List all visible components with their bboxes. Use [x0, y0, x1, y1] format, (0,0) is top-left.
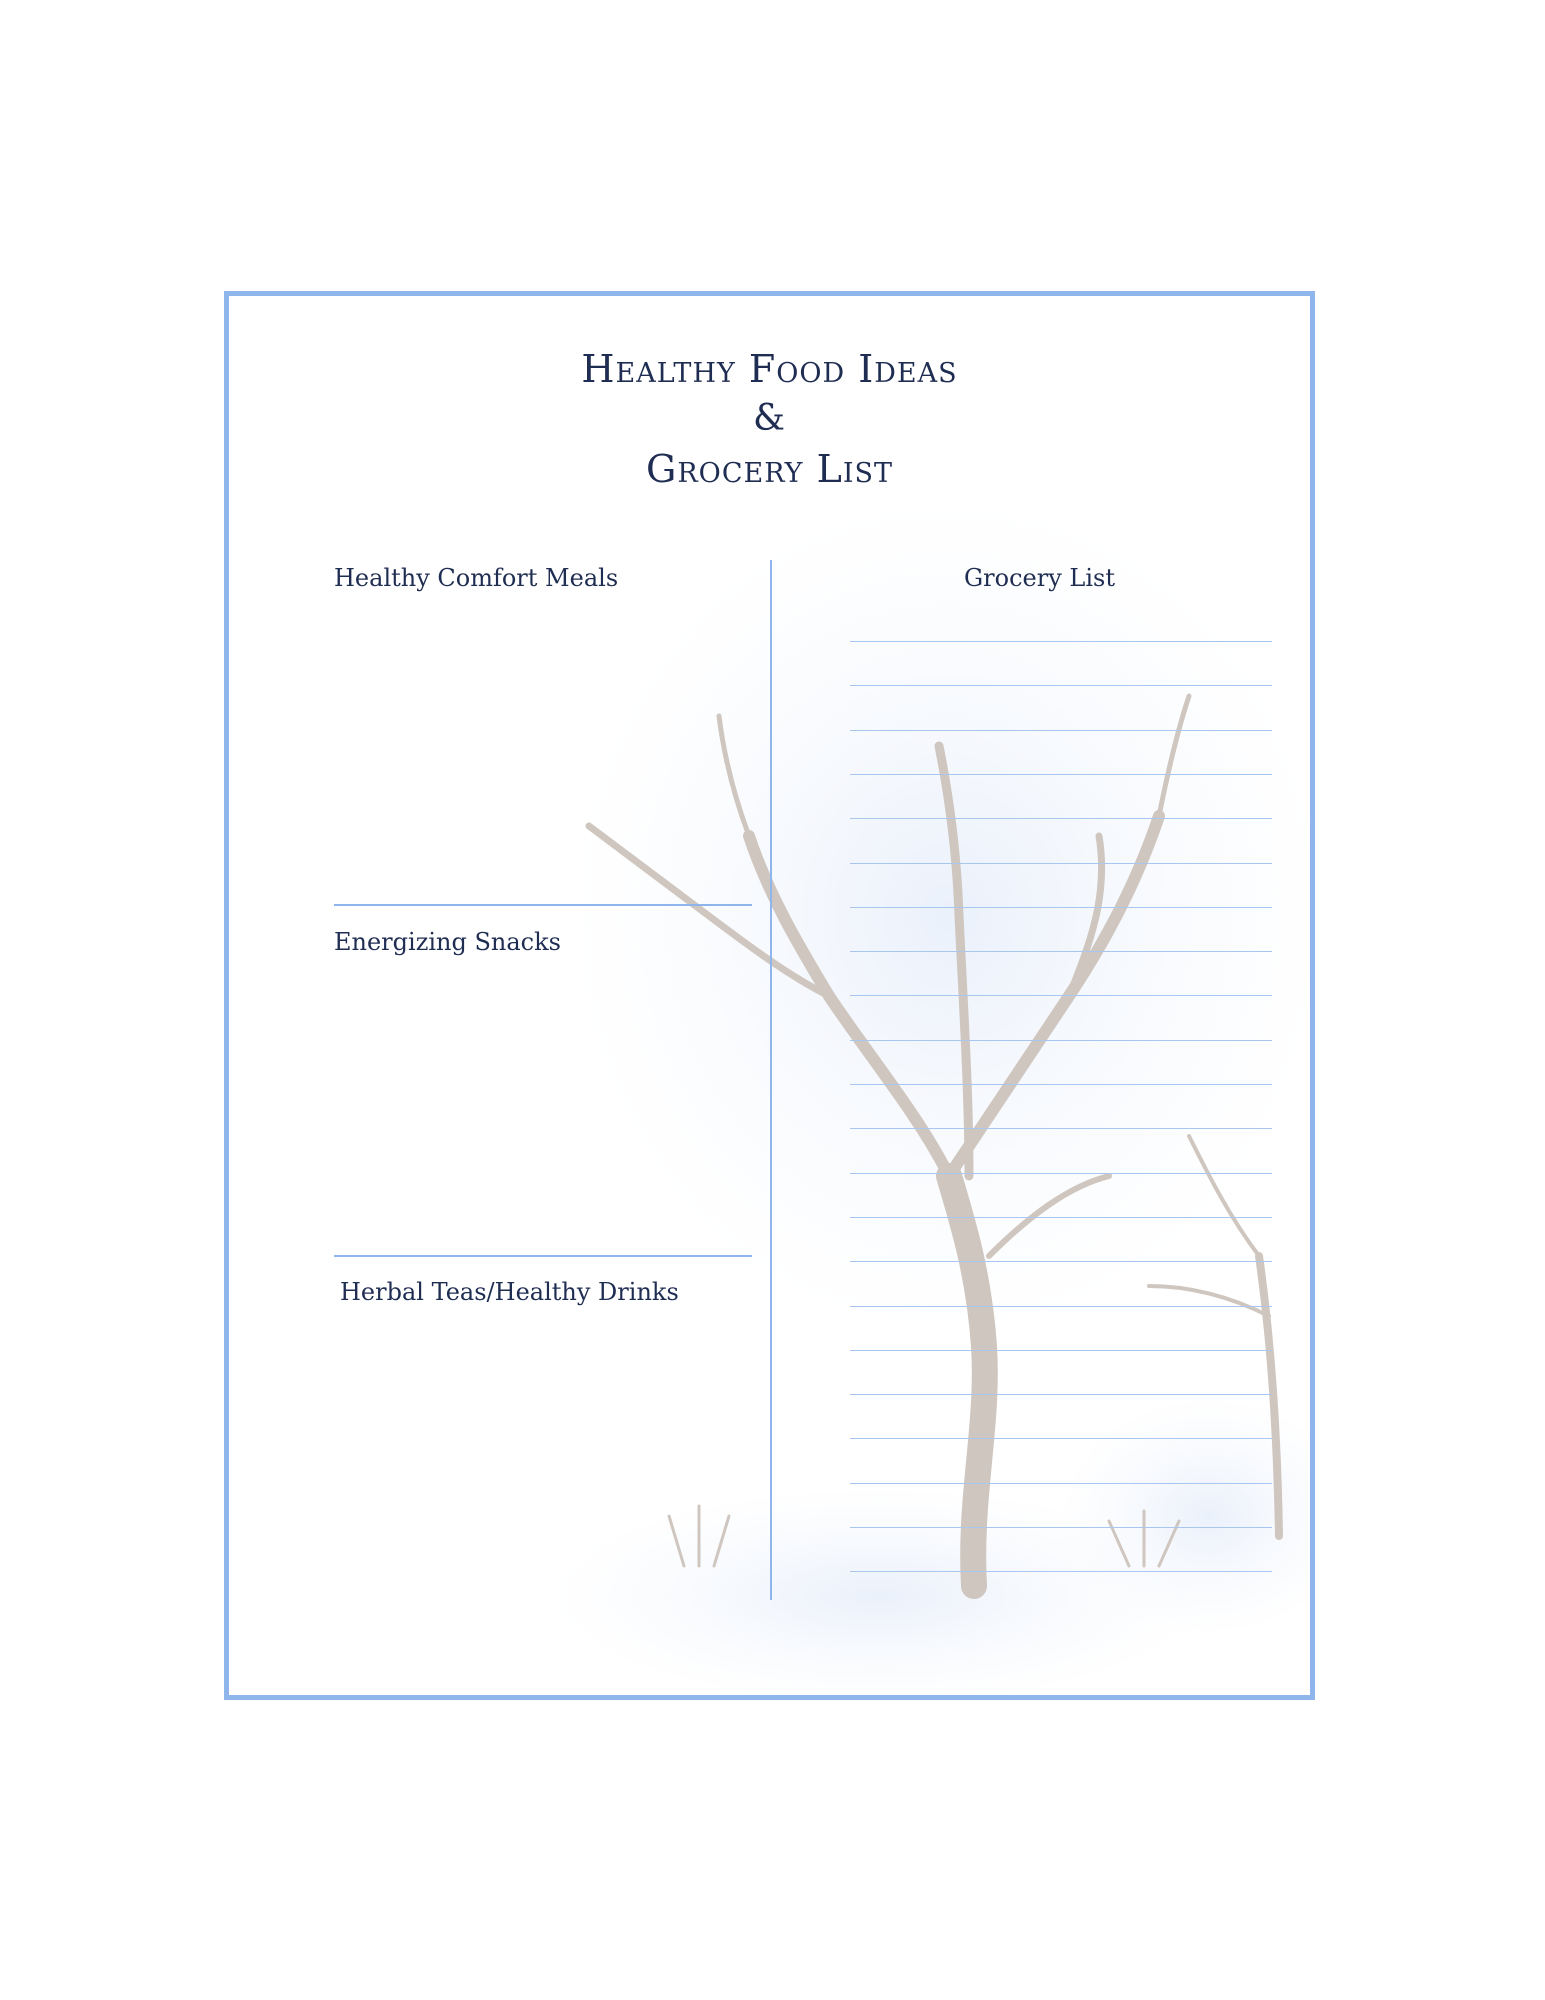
grocery-line[interactable] — [850, 818, 1272, 819]
grocery-line[interactable] — [850, 995, 1272, 996]
title-line-1: Healthy Food Ideas — [581, 347, 958, 391]
section-comfort-meals: Healthy Comfort Meals — [334, 564, 619, 592]
grocery-line[interactable] — [850, 863, 1272, 864]
grocery-line[interactable] — [850, 1306, 1272, 1307]
grocery-line[interactable] — [850, 1483, 1272, 1484]
grocery-list-heading: Grocery List — [964, 564, 1115, 592]
grocery-line[interactable] — [850, 1261, 1272, 1262]
grocery-line[interactable] — [850, 641, 1272, 642]
grocery-line[interactable] — [850, 1084, 1272, 1085]
grocery-line[interactable] — [850, 1571, 1272, 1572]
grocery-line[interactable] — [850, 1438, 1272, 1439]
column-divider — [770, 560, 772, 1600]
title-ampersand: & — [752, 398, 787, 439]
grocery-line[interactable] — [850, 1217, 1272, 1218]
grocery-line[interactable] — [850, 774, 1272, 775]
grocery-line[interactable] — [850, 1350, 1272, 1351]
grocery-line[interactable] — [850, 730, 1272, 731]
grocery-line[interactable] — [850, 951, 1272, 952]
grocery-line[interactable] — [850, 685, 1272, 686]
section-divider-1 — [334, 904, 752, 906]
grocery-line[interactable] — [850, 1040, 1272, 1041]
grocery-line[interactable] — [850, 1394, 1272, 1395]
planner-page — [224, 291, 1315, 1700]
winter-tree-illustration — [229, 296, 1315, 1700]
section-divider-2 — [334, 1255, 752, 1257]
title-line-3: Grocery List — [646, 447, 893, 491]
grocery-line[interactable] — [850, 1173, 1272, 1174]
grocery-line[interactable] — [850, 907, 1272, 908]
page-title — [229, 344, 1310, 494]
section-drinks: Herbal Teas/Healthy Drinks — [340, 1278, 679, 1306]
section-snacks: Energizing Snacks — [334, 928, 561, 956]
grocery-line[interactable] — [850, 1527, 1272, 1528]
grocery-line[interactable] — [850, 1128, 1272, 1129]
